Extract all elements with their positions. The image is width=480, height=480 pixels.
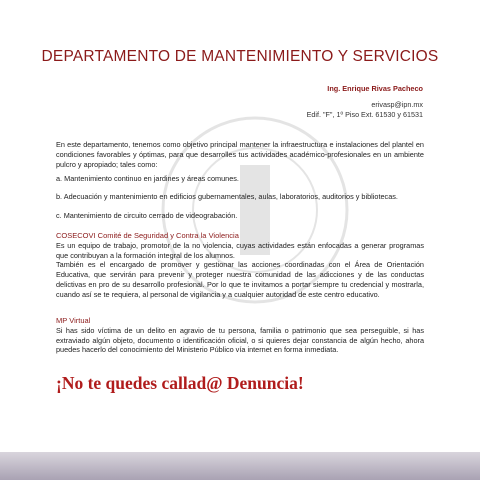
contact-address: Edif. "F", 1º Piso Ext. 61530 y 61531 bbox=[306, 110, 423, 119]
list-item: a. Mantenimiento continuo en jardines y áreas comunes. bbox=[56, 174, 239, 183]
cosecovi-section bbox=[56, 231, 424, 300]
slogan: ¡No te quedes callad@ Denuncia! bbox=[56, 373, 304, 393]
mp-virtual-section bbox=[56, 316, 424, 355]
page-title: DEPARTAMENTO DE MANTENIMIENTO Y SERVICIOS bbox=[41, 48, 439, 65]
list-item: b. Adecuación y mantenimiento en edificios gubernamentales, aulas, laboratorios, auditorios y bibliotecas. bbox=[56, 192, 398, 202]
intro-paragraph: En este departamento, tenemos como objetivo principal mantener la infraestructura e instalaciones del plantel en condiciones favorables y óptimas, para que desarrolles tus actividades académico-profesionales en un ambiente pulcro y apropiado; tales como: bbox=[56, 140, 424, 169]
service-list bbox=[56, 174, 424, 229]
contact-email: erivasp@ipn.mx bbox=[371, 100, 423, 109]
mp-virtual-heading: MP Virtual bbox=[56, 316, 91, 325]
list-item: c. Mantenimiento de circuito cerrado de videograbación. bbox=[56, 210, 238, 220]
contact-name: Ing. Enrique Rivas Pacheco bbox=[327, 84, 423, 93]
cosecovi-heading: COSECOVI Comité de Seguridad y Contra la Violencia bbox=[56, 231, 239, 240]
footer-band bbox=[0, 452, 480, 480]
cosecovi-text: Es un equipo de trabajo, promotor de la no violencia, cuyas actividades están enfocadas a generar programas que contribuyan a la formación integral de los alumnos. bbox=[56, 240, 424, 260]
mp-virtual-text: Si has sido víctima de un delito en agravio de tu persona, familia o patrimonio que sea perseguible, si has extraviado algún objeto, documento o identificación oficial, o si quieres dejar constancia de algún hecho, ahora puedes hacerlo del conocimiento del Ministerio Público vía internet en forma inmediata. bbox=[56, 325, 424, 355]
contact-block bbox=[307, 84, 423, 120]
cosecovi-text-2: También es el encargado de promover y gestionar las acciones coordinadas con el Área de Orientación Educativa, que servirán para prevenir y proteger nuestra comunidad de las adicciones y de las conductas delictivas en pro de su desarrollo profesional. Por lo que te invitamos a portar siempre tu credencial y mostrarla, cuando así se te requiera, al personal de vigilancia y a cualquier autoridad de este centro educativo. bbox=[56, 260, 424, 299]
